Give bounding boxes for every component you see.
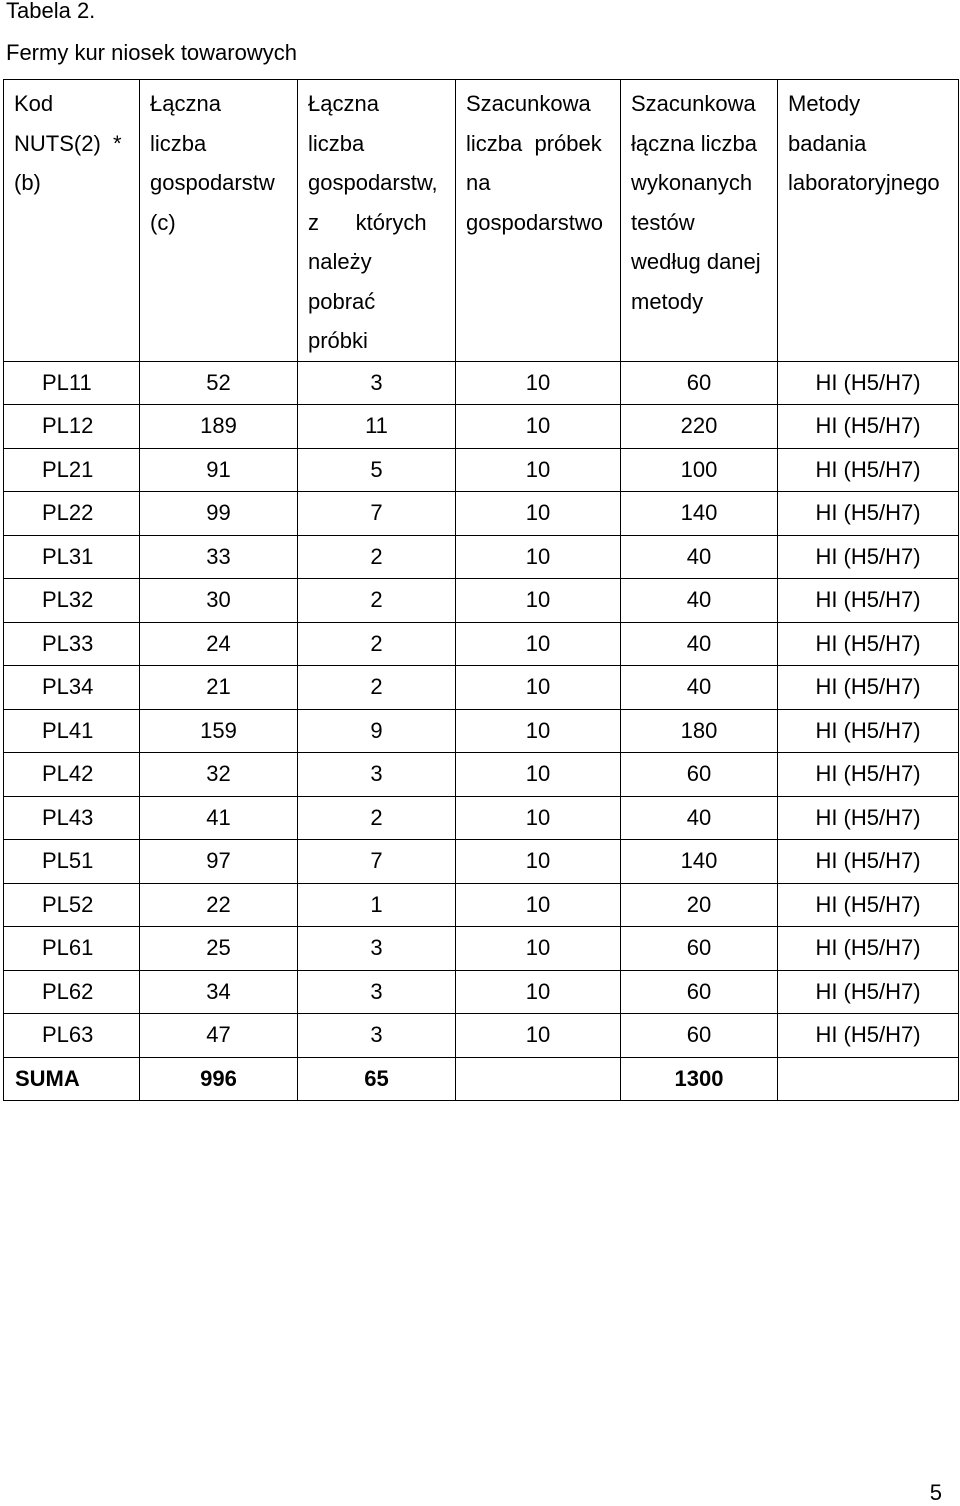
header-nuts-code [4, 80, 140, 362]
cell-region-code: PL21 [4, 448, 140, 492]
header-line: metody [631, 288, 704, 314]
cell-samples-per-farm: 10 [456, 535, 621, 579]
cell-samples-per-farm: 10 [456, 927, 621, 971]
cell-total-farms: 25 [140, 927, 298, 971]
header-line: łączna liczba [631, 130, 757, 156]
cell-region-code: PL62 [4, 970, 140, 1014]
cell-farms-to-sample: 3 [298, 753, 456, 797]
cell-total-farms: 21 [140, 666, 298, 710]
table-row [4, 361, 959, 405]
cell-region-code: PL33 [4, 622, 140, 666]
table-row [4, 970, 959, 1014]
cell-total-tests: 100 [621, 448, 778, 492]
table-caption-label: Tabela 2. [6, 0, 96, 23]
cell-region-code: PL51 [4, 840, 140, 884]
cell-total-farms: 33 [140, 535, 298, 579]
cell-lab-method: HI (H5/H7) [778, 579, 959, 623]
cell-farms-to-sample: 9 [298, 709, 456, 753]
cell-total-farms: 24 [140, 622, 298, 666]
table-row [4, 622, 959, 666]
cell-total-tests: 140 [621, 492, 778, 536]
header-line: gospodarstwo [466, 209, 603, 235]
cell-farms-to-sample: 3 [298, 361, 456, 405]
header-line: gospodarstw [150, 170, 275, 195]
cell-total-tests: 60 [621, 970, 778, 1014]
cell-samples-per-farm: 10 [456, 448, 621, 492]
cell-total-tests: 220 [621, 405, 778, 449]
cell-lab-method: HI (H5/H7) [778, 709, 959, 753]
cell-total-tests: 40 [621, 796, 778, 840]
cell-lab-method: HI (H5/H7) [778, 796, 959, 840]
cell-samples-per-farm: 10 [456, 796, 621, 840]
cell-total-tests: 60 [621, 361, 778, 405]
cell-farms-to-sample: 2 [298, 535, 456, 579]
header-line: wykonanych [631, 170, 753, 195]
table-caption-title: Fermy kur niosek towarowych [6, 40, 297, 65]
table-row [4, 840, 959, 884]
cell-total-tests: 40 [621, 579, 778, 623]
header-line: Łączna [308, 91, 379, 116]
cell-farms-to-sample: 1 [298, 883, 456, 927]
header-line: Metody [788, 91, 861, 116]
cell-total-tests: 20 [621, 883, 778, 927]
cell-farms-to-sample: 11 [298, 405, 456, 449]
cell-region-code: PL32 [4, 579, 140, 623]
header-line: Szacunkowa [466, 91, 591, 116]
cell-total-farms: 189 [140, 405, 298, 449]
table-row [4, 796, 959, 840]
table-sum-row [4, 1057, 959, 1101]
cell-lab-method: HI (H5/H7) [778, 492, 959, 536]
cell-lab-method: HI (H5/H7) [778, 883, 959, 927]
cell-samples-per-farm: 10 [456, 492, 621, 536]
cell-total-farms: 41 [140, 796, 298, 840]
cell-samples-per-farm: 10 [456, 666, 621, 710]
cell-total-farms: 52 [140, 361, 298, 405]
header-line: Szacunkowa [631, 91, 756, 116]
cell-lab-method: HI (H5/H7) [778, 535, 959, 579]
sum-cell-samples-per-farm [456, 1057, 621, 1101]
table-row [4, 927, 959, 971]
header-line: z których [308, 209, 427, 235]
cell-region-code: PL52 [4, 883, 140, 927]
cell-samples-per-farm: 10 [456, 709, 621, 753]
cell-region-code: PL43 [4, 796, 140, 840]
cell-samples-per-farm: 10 [456, 579, 621, 623]
table-row [4, 883, 959, 927]
cell-total-tests: 180 [621, 709, 778, 753]
header-farms-to-sample [298, 80, 456, 362]
cell-lab-method: HI (H5/H7) [778, 666, 959, 710]
cell-total-tests: 140 [621, 840, 778, 884]
cell-samples-per-farm: 10 [456, 883, 621, 927]
cell-lab-method: HI (H5/H7) [778, 622, 959, 666]
table-header-row [4, 80, 959, 362]
cell-lab-method: HI (H5/H7) [778, 448, 959, 492]
cell-total-tests: 60 [621, 753, 778, 797]
cell-samples-per-farm: 10 [456, 753, 621, 797]
cell-total-farms: 22 [140, 883, 298, 927]
page-number: 5 [929, 1480, 942, 1505]
cell-farms-to-sample: 7 [298, 492, 456, 536]
cell-lab-method: HI (H5/H7) [778, 927, 959, 971]
header-line: pobrać [308, 288, 376, 314]
cell-total-farms: 47 [140, 1014, 298, 1058]
cell-lab-method: HI (H5/H7) [778, 970, 959, 1014]
cell-region-code: PL41 [4, 709, 140, 753]
table-row [4, 753, 959, 797]
header-line: należy [308, 249, 372, 274]
table-row [4, 448, 959, 492]
cell-total-farms: 34 [140, 970, 298, 1014]
table-row [4, 579, 959, 623]
header-total-farms [140, 80, 298, 362]
cell-total-tests: 40 [621, 666, 778, 710]
cell-samples-per-farm: 10 [456, 622, 621, 666]
header-line: (b) [14, 170, 41, 195]
cell-lab-method: HI (H5/H7) [778, 1014, 959, 1058]
header-line: gospodarstw, [308, 170, 438, 195]
poultry-farms-table [3, 79, 959, 1101]
cell-region-code: PL12 [4, 405, 140, 449]
header-line: testów [631, 209, 695, 235]
cell-total-farms: 97 [140, 840, 298, 884]
header-line: Łączna [150, 91, 221, 116]
cell-lab-method: HI (H5/H7) [778, 840, 959, 884]
header-line: Kod [14, 91, 54, 116]
cell-farms-to-sample: 2 [298, 666, 456, 710]
cell-total-farms: 99 [140, 492, 298, 536]
header-line: według danej [631, 249, 761, 274]
cell-samples-per-farm: 10 [456, 840, 621, 884]
header-line: badania [788, 130, 867, 156]
header-line: liczba próbek [466, 130, 602, 156]
cell-total-farms: 30 [140, 579, 298, 623]
cell-region-code: PL11 [4, 361, 140, 405]
table-row [4, 666, 959, 710]
sum-cell-total-tests: 1300 [621, 1057, 778, 1101]
cell-samples-per-farm: 10 [456, 1014, 621, 1058]
cell-total-tests: 40 [621, 622, 778, 666]
cell-farms-to-sample: 3 [298, 970, 456, 1014]
sum-cell-farms-to-sample: 65 [298, 1057, 456, 1101]
sum-cell-lab-method [778, 1057, 959, 1101]
table-row [4, 709, 959, 753]
cell-region-code: PL31 [4, 535, 140, 579]
cell-total-tests: 40 [621, 535, 778, 579]
cell-farms-to-sample: 5 [298, 448, 456, 492]
cell-total-tests: 60 [621, 927, 778, 971]
table-row [4, 492, 959, 536]
cell-total-tests: 60 [621, 1014, 778, 1058]
cell-total-farms: 32 [140, 753, 298, 797]
cell-farms-to-sample: 2 [298, 796, 456, 840]
sum-cell-region-code: SUMA [4, 1057, 140, 1101]
cell-region-code: PL34 [4, 666, 140, 710]
cell-farms-to-sample: 7 [298, 840, 456, 884]
cell-farms-to-sample: 2 [298, 622, 456, 666]
header-line: liczba [150, 130, 207, 156]
cell-total-farms: 159 [140, 709, 298, 753]
header-line: próbki [308, 328, 368, 353]
header-lab-methods [778, 80, 959, 362]
table-row [4, 405, 959, 449]
cell-region-code: PL22 [4, 492, 140, 536]
cell-lab-method: HI (H5/H7) [778, 405, 959, 449]
table-row [4, 1014, 959, 1058]
cell-samples-per-farm: 10 [456, 405, 621, 449]
header-total-tests [621, 80, 778, 362]
header-line: liczba [308, 130, 365, 156]
cell-farms-to-sample: 3 [298, 1014, 456, 1058]
table-body [4, 80, 959, 1101]
cell-total-farms: 91 [140, 448, 298, 492]
header-line: na [466, 170, 491, 195]
sum-cell-total-farms: 996 [140, 1057, 298, 1101]
header-line: (c) [150, 209, 176, 235]
header-line: laboratoryjnego [788, 170, 940, 195]
cell-lab-method: HI (H5/H7) [778, 753, 959, 797]
table-row [4, 535, 959, 579]
cell-samples-per-farm: 10 [456, 361, 621, 405]
cell-farms-to-sample: 2 [298, 579, 456, 623]
header-line: NUTS(2) * [14, 130, 122, 156]
cell-samples-per-farm: 10 [456, 970, 621, 1014]
cell-region-code: PL42 [4, 753, 140, 797]
cell-region-code: PL61 [4, 927, 140, 971]
cell-region-code: PL63 [4, 1014, 140, 1058]
cell-farms-to-sample: 3 [298, 927, 456, 971]
header-samples-per-farm [456, 80, 621, 362]
cell-lab-method: HI (H5/H7) [778, 361, 959, 405]
